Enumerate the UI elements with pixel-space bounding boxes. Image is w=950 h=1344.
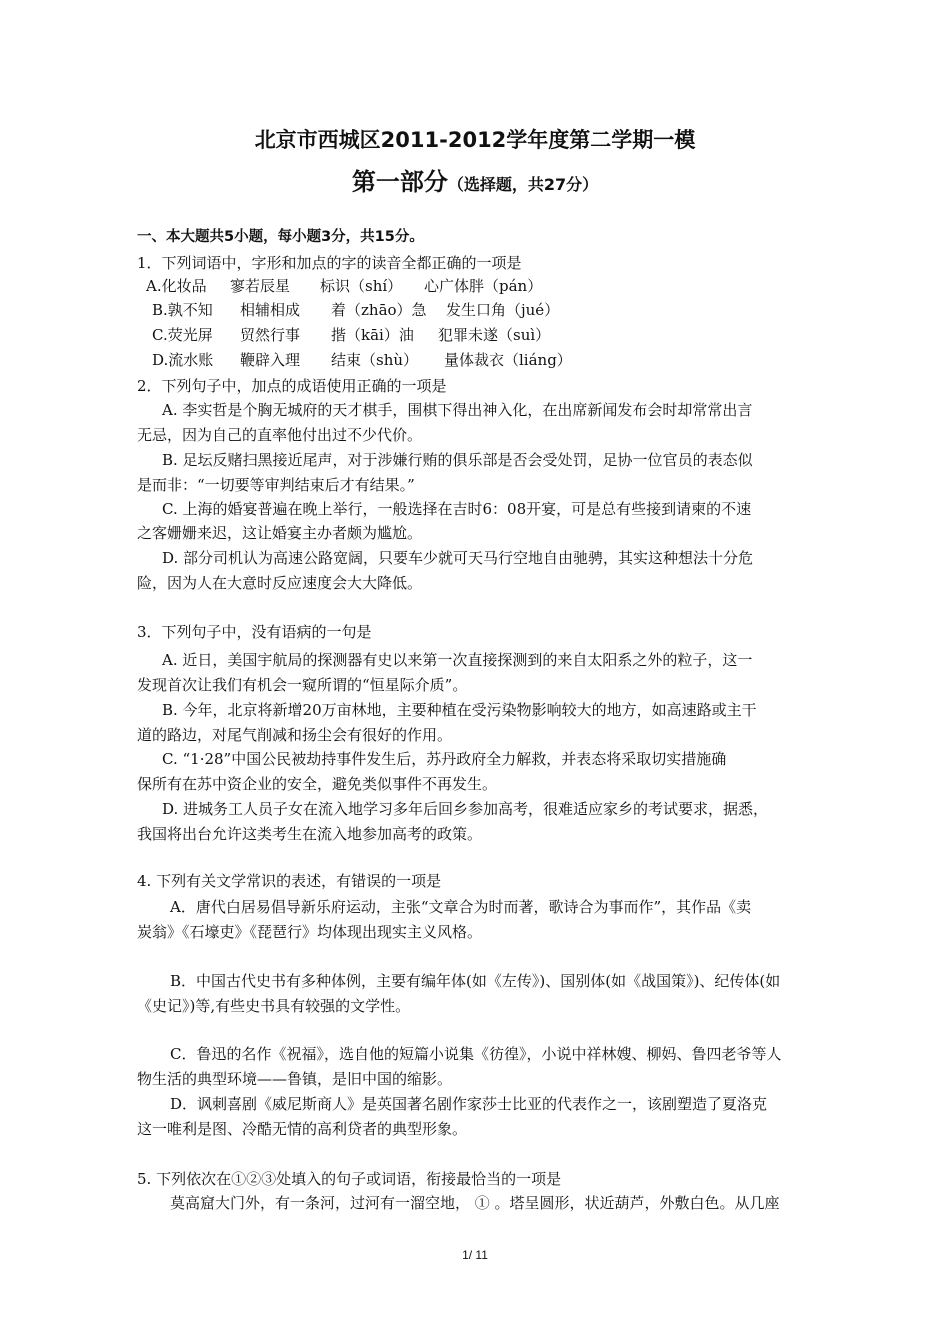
q1-option-a-4: 心广体胖（pán）	[424, 277, 543, 295]
part-title: 第一部分	[351, 168, 448, 196]
section-heading: 一、本大题共5小题，每小题3分，共15分。	[137, 229, 424, 245]
q1-option-a-2: 寥若辰星	[230, 277, 291, 295]
q1-option-b-3: 着（zhāo）急	[331, 301, 427, 319]
q2-line: A. 李实哲是个胸无城府的天才棋手，围棋下得出神入化，在出席新闻发布会时却常常出言	[162, 401, 753, 419]
q1-option-a-1: A.化妆品	[146, 277, 207, 295]
q4-line: 这一唯利是图、冷酷无情的高利贷者的典型形象。	[137, 1120, 468, 1138]
part-note: （选择题，共27分）	[447, 175, 599, 194]
q3-line: A. 近日，美国宇航局的探测器有史以来第一次直接探测到的来自太阳系之外的粒子，这一	[162, 651, 753, 669]
q5-stem: 5. 下列依次在①②③处填入的句子或词语，衔接最恰当的一项是	[137, 1170, 562, 1188]
part-heading	[0, 162, 950, 197]
document-title: 北京市西城区2011-2012学年度第二学期一模	[254, 128, 696, 152]
q4-line: B．中国古代史书有多种体例，主要有编年体(如《左传》)、国别体(如《战国策》)、纪传体(如	[170, 972, 781, 990]
q4-stem: 4. 下列有关文学常识的表述，有错误的一项是	[137, 872, 442, 890]
q1-option-a-3: 标识（shí）	[320, 277, 403, 295]
q3-line: C. “1·28”中国公民被劫持事件发生后，苏丹政府全力解救，并表态将采取切实措施确	[162, 750, 727, 768]
q4-line: 炭翁》《石壕吏》《琵琶行》均体现出现实主义风格。	[137, 923, 483, 941]
q4-line: D．讽刺喜剧《威尼斯商人》是英国著名剧作家莎士比亚的代表作之一，该剧塑造了夏洛克	[170, 1095, 768, 1113]
q3-stem: 3．下列句子中，没有语病的一句是	[137, 623, 372, 641]
q1-option-c-2: 贸然行事	[240, 326, 301, 344]
q2-line: 险，因为人在大意时反应速度会大大降低。	[137, 574, 423, 592]
q2-line: 是而非：“一切要等审判结束后才有结果。”	[137, 476, 415, 494]
q1-option-b-2: 相辅相成	[240, 301, 301, 319]
q4-line: A．唐代白居易倡导新乐府运动，主张“文章合为时而著，歌诗合为事而作”，其作品《卖	[170, 898, 752, 916]
q1-option-c-1: C.荧光屏	[152, 326, 213, 344]
q3-line: 发现首次让我们有机会一窥所谓的“恒星际介质”。	[137, 676, 468, 694]
page-number: 1/ 11	[462, 1248, 488, 1262]
q3-line: 我国将出台允许这类考生在流入地参加高考的政策。	[137, 825, 483, 843]
q2-line: 无忌，因为自己的直率他付出过不少代价。	[137, 426, 423, 444]
q1-option-b-1: B.孰不知	[152, 301, 213, 319]
q1-option-d-1: D.流水账	[152, 351, 214, 369]
q4-line: 物生活的典型环境——鲁镇，是旧中国的缩影。	[137, 1070, 453, 1088]
q1-option-c-4: 犯罪未遂（suì）	[438, 326, 551, 344]
q2-line: D. 部分司机认为高速公路宽阔，只要车少就可天马行空地自由驰骋，其实这种想法十分危	[162, 549, 754, 567]
q3-line: D. 进城务工人员子女在流入地学习多年后回乡参加高考，很难适应家乡的考试要求，据悉，	[162, 800, 769, 818]
q1-option-d-4: 量体裁衣（liáng）	[444, 351, 572, 369]
q2-stem: 2．下列句子中，加点的成语使用正确的一项是	[137, 377, 447, 395]
q3-line: B. 今年，北京将新增20万亩林地，主要种植在受污染物影响较大的地方，如高速路或主干	[162, 701, 757, 719]
q1-option-c-3: 揩（kāi）油	[331, 326, 414, 344]
q1-stem: 1．下列词语中，字形和加点的字的读音全都正确的一项是	[137, 254, 522, 272]
q3-line: 保所有在苏中资企业的安全，避免类似事件不再发生。	[137, 775, 498, 793]
q2-line: C. 上海的婚宴普遍在晚上举行，一般选择在吉时6：08开宴，可是总有些接到请柬的不速	[162, 500, 752, 518]
q4-line: 《史记》)等,有些史书具有较强的文学性。	[137, 997, 411, 1015]
q5-line: 莫高窟大门外，有一条河，过河有一溜空地， ① 。塔呈圆形，状近葫芦，外敷白色。从几座	[170, 1194, 780, 1212]
q1-option-d-3: 结束（shù）	[331, 351, 419, 369]
q2-line: 之客姗姗来迟，这让婚宴主办者颇为尴尬。	[137, 524, 423, 542]
q2-line: B. 足坛反赌扫黑接近尾声，对于涉嫌行贿的俱乐部是否会受处罚，足协一位官员的表态似	[162, 451, 753, 469]
q3-line: 道的路边，对尾气削减和扬尘会有很好的作用。	[137, 726, 453, 744]
q4-line: C．鲁迅的名作《祝福》，选自他的短篇小说集《彷徨》，小说中祥林嫂、柳妈、鲁四老爷等人	[170, 1045, 782, 1063]
q1-option-d-2: 鞭辟入理	[240, 351, 301, 369]
q1-option-b-4: 发生口角（jué）	[446, 301, 560, 319]
